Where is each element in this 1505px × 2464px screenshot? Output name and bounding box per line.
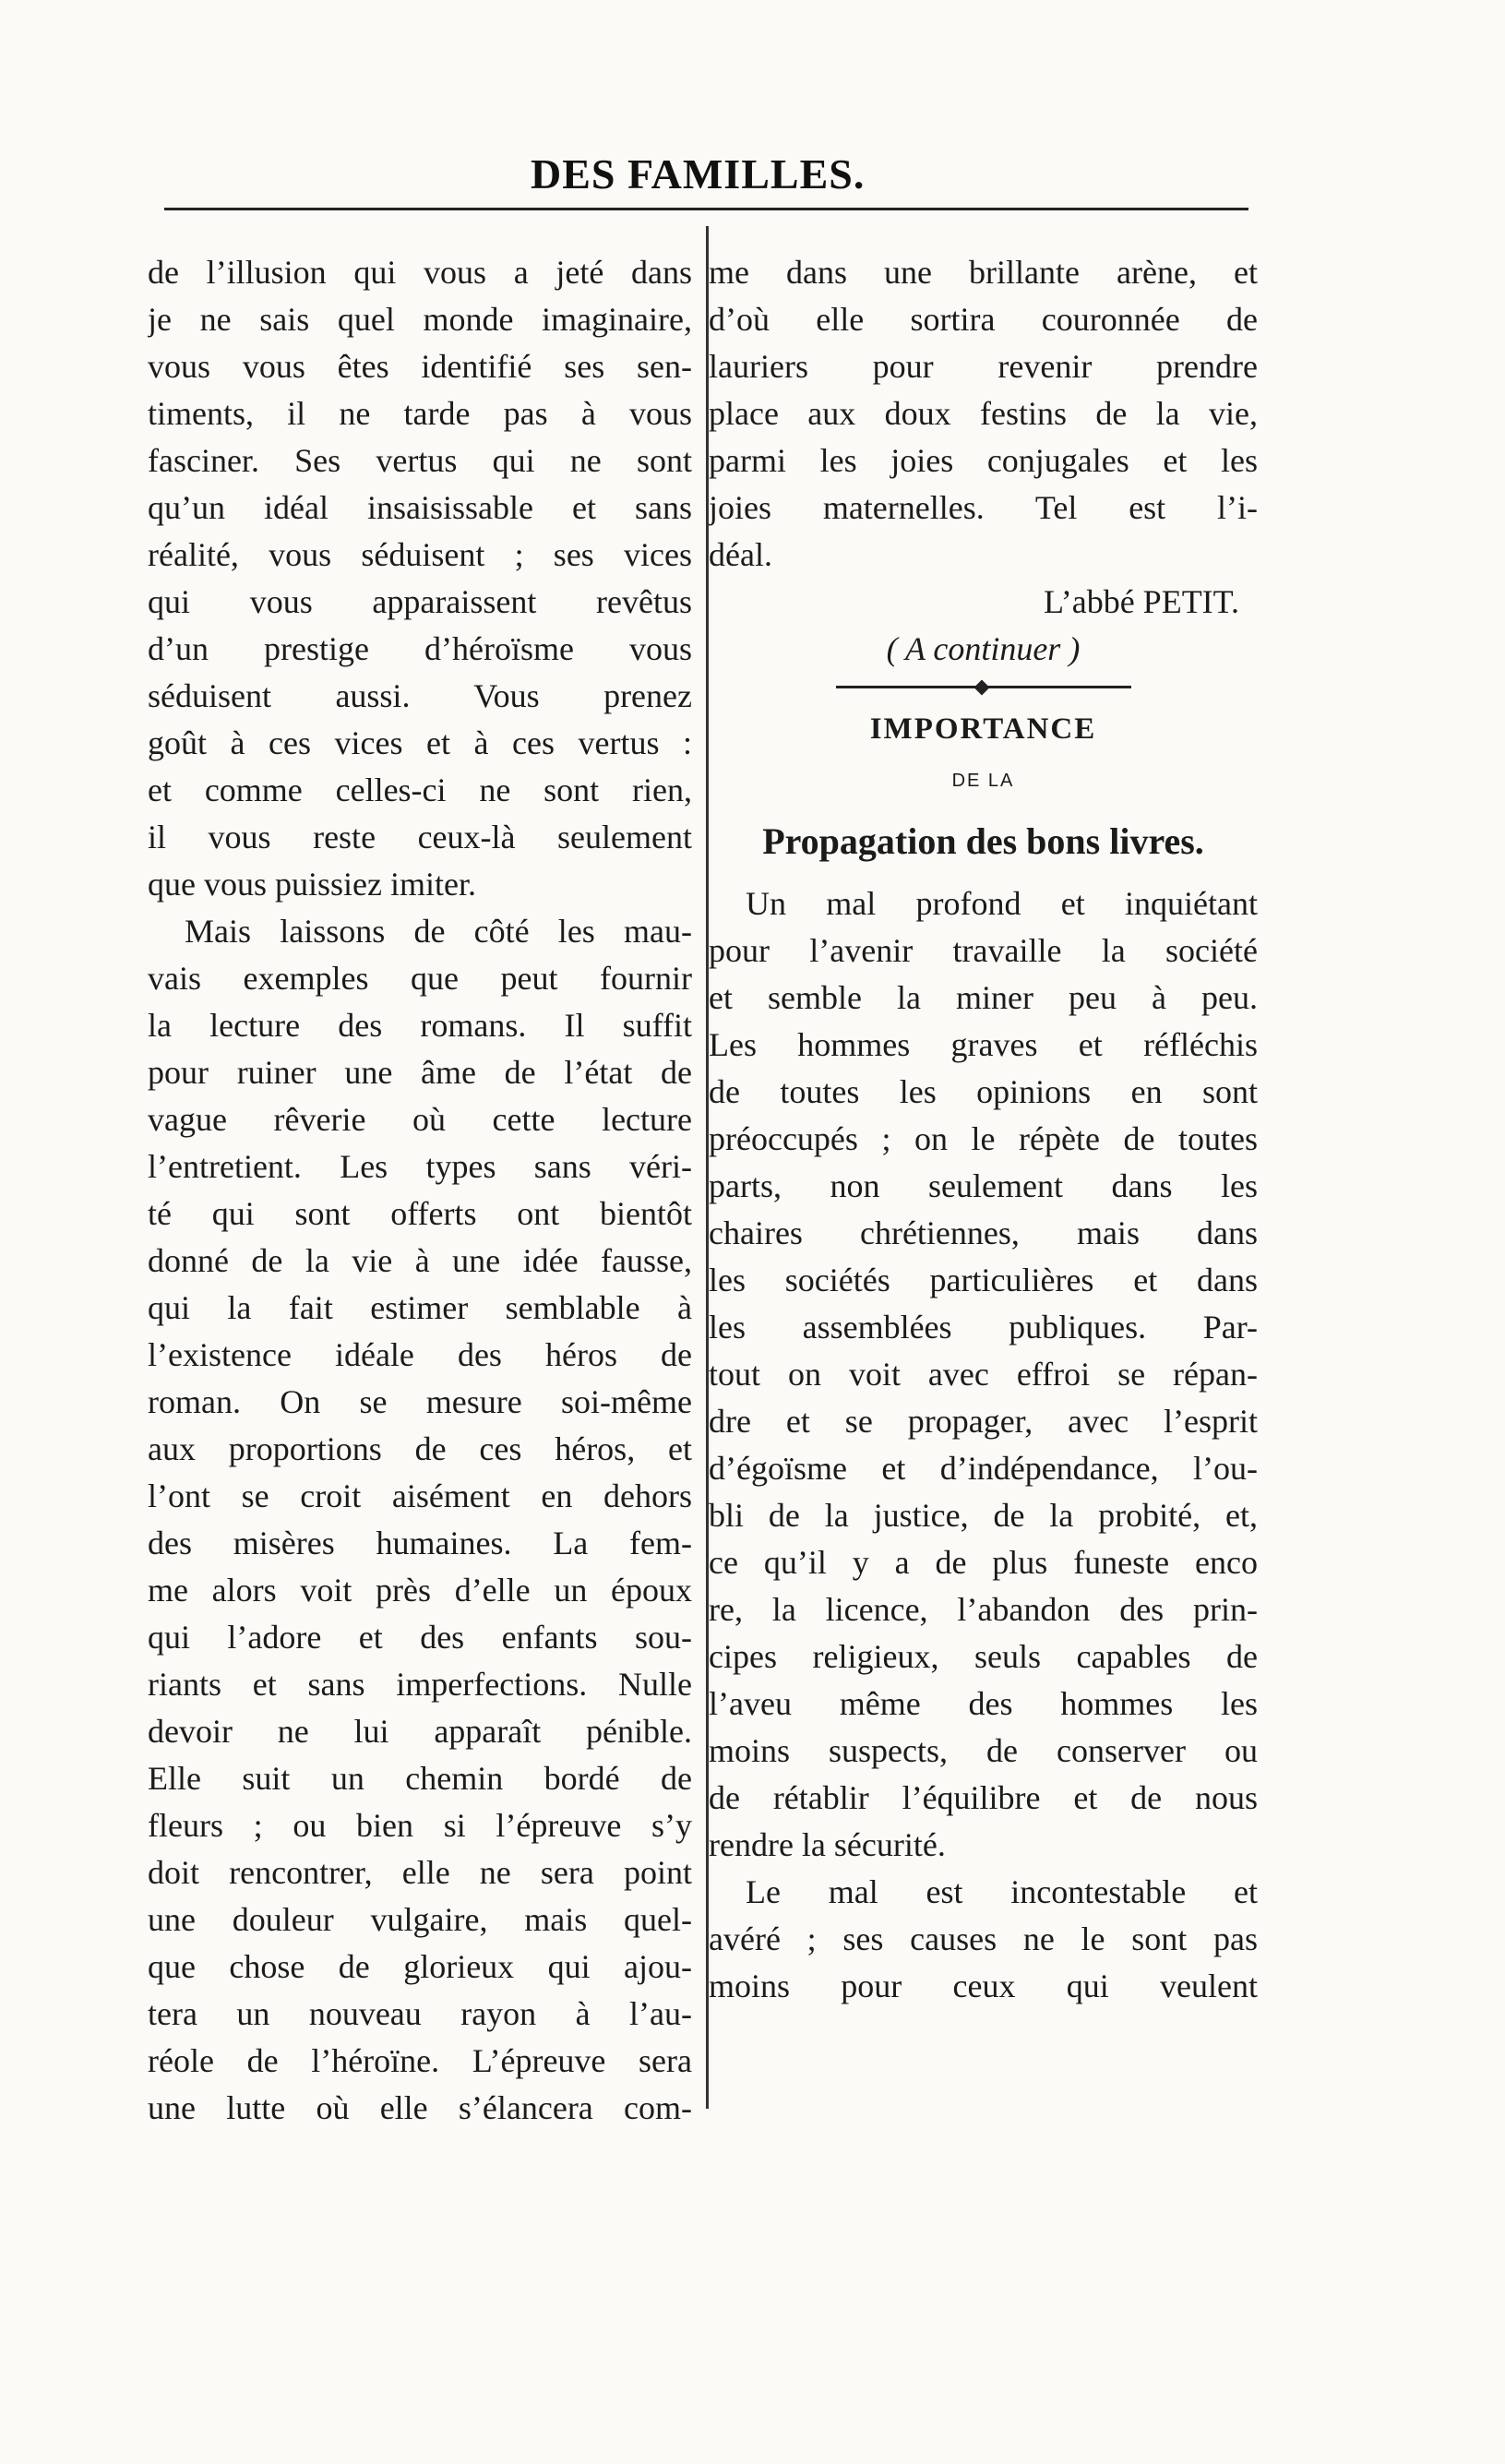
text-line: qui la fait estimer semblable à (148, 1289, 692, 1326)
text-line: me dans une brillante arène, et (709, 254, 1258, 291)
text-line: rendre la sécurité. (709, 1826, 946, 1863)
text-line: aux proportions de ces héros, et (148, 1430, 692, 1467)
text-line: des misères humaines. La fem- (148, 1525, 692, 1561)
text-line: qui vous apparaissent revêtus (148, 583, 692, 620)
text-line: tera un nouveau rayon à l’au- (148, 1995, 692, 2032)
text-line: Mais laissons de côté les mau- (185, 913, 692, 950)
text-line: vague rêverie où cette lecture (148, 1101, 692, 1138)
article-title: IMPORTANCE (869, 712, 1097, 746)
text-line: cipes religieux, seuls capables de (709, 1638, 1258, 1675)
text-line: vous vous êtes identifié ses sen- (148, 348, 692, 385)
text-line: de toutes les opinions en sont (709, 1073, 1258, 1110)
text-line: pour ruiner une âme de l’état de (148, 1054, 692, 1091)
text-line: déal. (709, 536, 772, 573)
text-line: parts, non seulement dans les (709, 1167, 1258, 1204)
text-line: roman. On se mesure soi-même (148, 1383, 692, 1420)
text-line: réole de l’héroïne. L’épreuve sera (148, 2042, 692, 2079)
text-line: place aux doux festins de la vie, (709, 395, 1258, 432)
header-rule (164, 208, 1248, 210)
left-column (148, 249, 692, 2132)
text-line: Un mal profond et inquiétant (746, 885, 1258, 922)
text-line: vais exemples que peut fournir (148, 960, 692, 997)
text-line: que chose de glorieux qui ajou- (148, 1948, 692, 1985)
text-line: parmi les joies conjugales et les (709, 442, 1258, 479)
text-line: je ne sais quel monde imaginaire, (148, 301, 692, 338)
text-line: chaires chrétiennes, mais dans (709, 1214, 1258, 1251)
text-line: et semble la miner peu à peu. (709, 979, 1258, 1016)
text-line: que vous puissiez imiter. (148, 866, 476, 903)
text-line: re, la licence, l’abandon des prin- (709, 1591, 1258, 1628)
text-line: ce qu’il y a de plus funeste enco (709, 1544, 1258, 1581)
text-line: devoir ne lui apparaît pénible. (148, 1713, 692, 1750)
text-line: tout on voit avec effroi se répan- (709, 1356, 1258, 1393)
text-line: dre et se propager, avec l’esprit (709, 1403, 1258, 1440)
text-line: l’ont se croit aisément en dehors (148, 1477, 692, 1514)
text-line: doit rencontrer, elle ne sera point (148, 1854, 692, 1891)
text-line: d’où elle sortira couronnée de (709, 301, 1258, 338)
right-column-text-after (709, 880, 1258, 2010)
running-title: DES FAMILLES. (531, 150, 866, 197)
text-line: les sociétés particulières et dans (709, 1262, 1258, 1298)
text-line: fleurs ; ou bien si l’épreuve s’y (148, 1807, 692, 1844)
right-column (709, 249, 1258, 2010)
text-line: et comme celles-ci ne sont rien, (148, 771, 692, 808)
text-line: té qui sont offerts ont bientôt (148, 1195, 692, 1232)
text-line: préoccupés ; on le répète de toutes (709, 1120, 1258, 1157)
text-line: une douleur vulgaire, mais quel- (148, 1901, 692, 1938)
section-separator (836, 686, 1131, 688)
text-line: l’entretient. Les types sans véri- (148, 1148, 692, 1185)
text-line: bli de la justice, de la probité, et, (709, 1497, 1258, 1534)
article-subtitle: Propagation des bons livres. (762, 820, 1204, 862)
text-line: timents, il ne tarde pas à vous (148, 395, 692, 432)
article-connector: DE LA (951, 771, 1015, 791)
text-line: avéré ; ses causes ne le sont pas (709, 1920, 1258, 1957)
text-line: fasciner. Ses vertus qui ne sont (148, 442, 692, 479)
text-line: les assemblées publiques. Par- (709, 1309, 1258, 1346)
text-line: de l’illusion qui vous a jeté dans (148, 254, 692, 291)
text-line: réalité, vous séduisent ; ses vices (148, 536, 692, 573)
text-line: l’aveu même des hommes les (709, 1685, 1258, 1722)
text-line: d’un prestige d’héroïsme vous (148, 630, 692, 667)
text-line: qui l’adore et des enfants sou- (148, 1619, 692, 1656)
text-line: une lutte où elle s’élancera com- (148, 2089, 692, 2126)
text-line: séduisent aussi. Vous prenez (148, 677, 692, 714)
text-line: joies maternelles. Tel est l’i- (709, 489, 1258, 526)
continuation-note: ( A continuer ) (886, 630, 1081, 667)
text-line: d’égoïsme et d’indépendance, l’ou- (709, 1450, 1258, 1487)
text-line: moins suspects, de conserver ou (709, 1732, 1258, 1769)
text-line: goût à ces vices et à ces vertus : (148, 724, 692, 761)
text-line: la lecture des romans. Il suffit (148, 1007, 692, 1044)
text-line: lauriers pour revenir prendre (709, 348, 1258, 385)
text-line: Les hommes graves et réfléchis (709, 1026, 1258, 1063)
text-line: moins pour ceux qui veulent (709, 1968, 1258, 2004)
text-line: donné de la vie à une idée fausse, (148, 1242, 692, 1279)
text-line: Elle suit un chemin bordé de (148, 1760, 692, 1797)
text-line: riants et sans imperfections. Nulle (148, 1666, 692, 1703)
text-line: me alors voit près d’elle un époux (148, 1572, 692, 1609)
text-line: pour l’avenir travaille la société (709, 932, 1258, 969)
text-line: l’existence idéale des héros de (148, 1336, 692, 1373)
text-line: de rétablir l’équilibre et de nous (709, 1779, 1258, 1816)
text-line: qu’un idéal insaisissable et sans (148, 489, 692, 526)
text-line: Le mal est incontestable et (746, 1873, 1258, 1910)
author-signature: L’abbé PETIT. (1044, 583, 1239, 620)
right-column-text-before (709, 249, 1258, 579)
text-line: il vous reste ceux-là seulement (148, 819, 692, 855)
